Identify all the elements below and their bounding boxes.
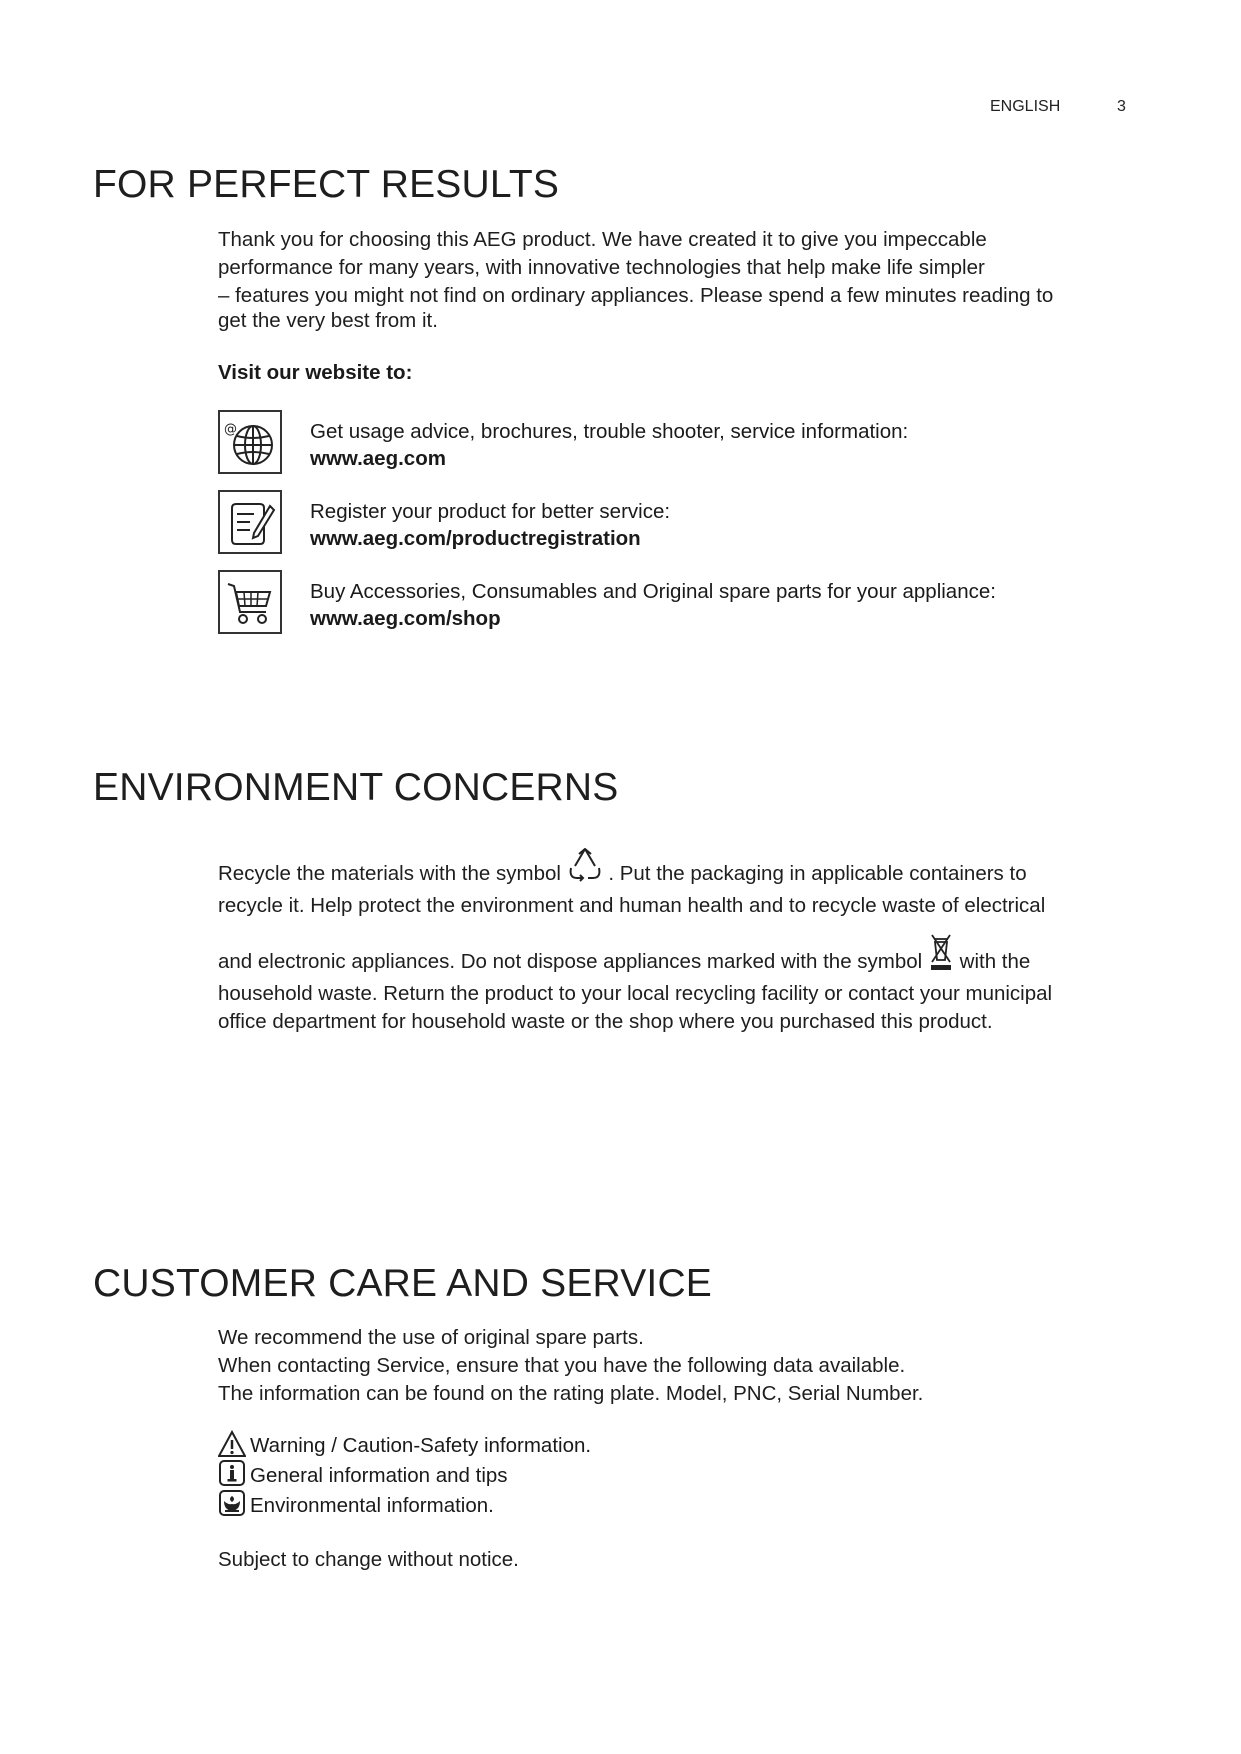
info-icon (218, 1460, 246, 1488)
aeg-shop-link[interactable]: www.aeg.com/shop (310, 607, 501, 630)
customer-care-paragraph (218, 1324, 923, 1408)
recycle-icon (567, 848, 603, 892)
section-title-customer-care: CUSTOMER CARE AND SERVICE (93, 1262, 713, 1305)
warning-triangle-icon (218, 1430, 246, 1458)
legend-environment: Environmental information. (218, 1490, 494, 1520)
legend-warning: Warning / Caution-Safety information. (218, 1430, 591, 1460)
customer-care-line: We recommend the use of original spare parts. (218, 1326, 644, 1349)
customer-care-line: When contacting Service, ensure that you have the following data available. (218, 1354, 906, 1377)
intro-line: – features you might not find on ordinary appliances. Please spend a few minutes reading to (218, 284, 1054, 307)
registration-form-icon (218, 490, 282, 554)
visit-website-label: Visit our website to: (218, 361, 413, 384)
environment-line: and electronic appliances. Do not dispose appliances marked with the symbol with the (218, 932, 1052, 980)
environment-line: Recycle the materials with the symbol . Put the packaging in applicable containers to (218, 848, 1052, 892)
globe-icon (218, 410, 282, 474)
legend-info: General information and tips (218, 1460, 508, 1490)
intro-paragraph (218, 226, 1053, 335)
environment-icon (218, 1490, 246, 1518)
website-row-text: Get usage advice, brochures, trouble shooter, service information: (310, 420, 909, 443)
environment-line: recycle it. Help protect the environment and human health and to recycle waste of electrical (218, 894, 1046, 917)
intro-line: performance for many years, with innovative technologies that help make life simpler (218, 256, 985, 279)
header-language: ENGLISH (990, 98, 1061, 115)
website-row-registration (218, 490, 1118, 558)
website-row-shop (218, 570, 1118, 638)
intro-line: Thank you for choosing this AEG product. We have created it to give you impeccable (218, 228, 987, 251)
shopping-cart-icon (218, 570, 282, 634)
page-number: 3 (1117, 98, 1126, 115)
website-row-text: Buy Accessories, Consumables and Original spare parts for your appliance: (310, 580, 996, 603)
environment-paragraph (218, 848, 1052, 1036)
intro-line: get the very best from it. (218, 309, 438, 332)
aeg-website-link[interactable]: www.aeg.com (310, 447, 446, 470)
website-row-text: Register your product for better service: (310, 500, 671, 523)
customer-care-line: The information can be found on the rating plate. Model, PNC, Serial Number. (218, 1382, 924, 1405)
website-row-usage (218, 410, 1118, 478)
change-notice: Subject to change without notice. (218, 1548, 519, 1571)
environment-line: office department for household waste or the shop where you purchased this product. (218, 1010, 993, 1033)
environment-line: household waste. Return the product to your local recycling facility or contact your municipal (218, 982, 1053, 1005)
svg-text:@: @ (224, 422, 237, 437)
product-registration-link[interactable]: www.aeg.com/productregistration (310, 527, 641, 550)
section-title-environment: ENVIRONMENT CONCERNS (93, 766, 619, 809)
section-title-perfect-results: FOR PERFECT RESULTS (93, 163, 560, 206)
crossed-out-bin-icon (928, 932, 954, 980)
